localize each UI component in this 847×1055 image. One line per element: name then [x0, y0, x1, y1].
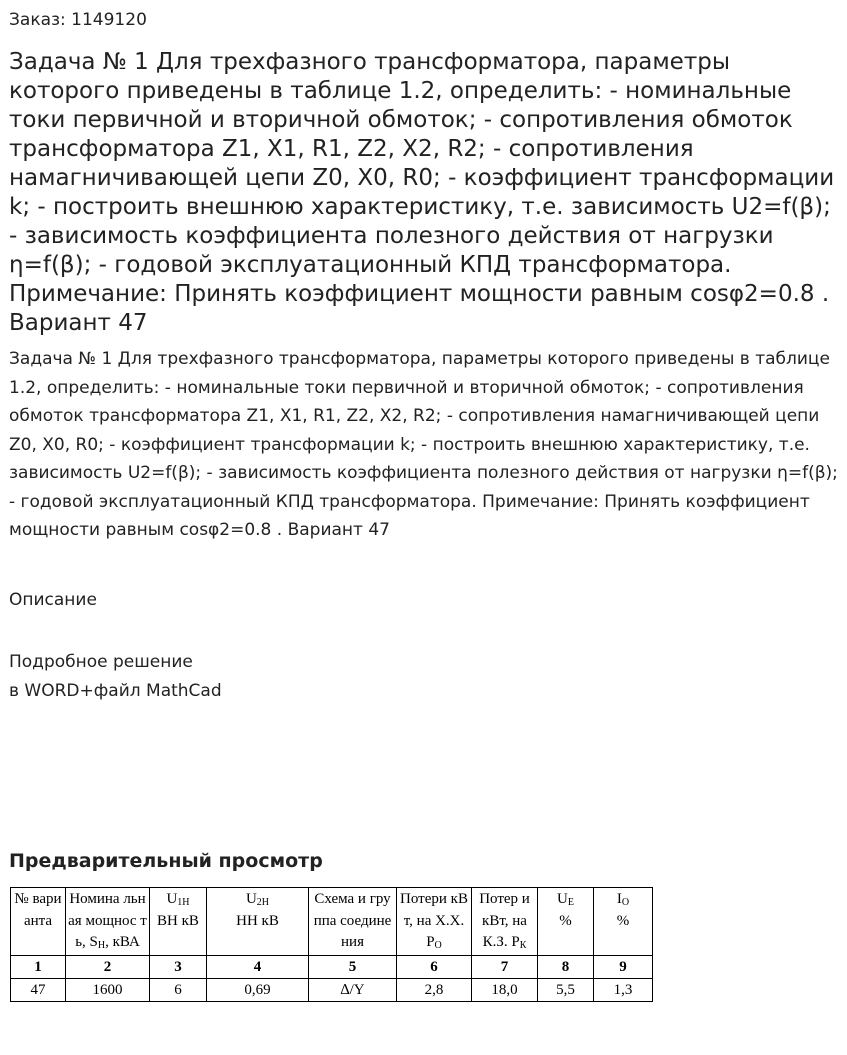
table-cell: 9	[594, 956, 653, 979]
transformer-parameters-table	[10, 887, 653, 1002]
header-io: $I_O$ %	[594, 888, 653, 956]
table-cell: 5,5	[538, 979, 594, 1002]
table-cell: 8	[538, 956, 594, 979]
preview-heading: Предварительный просмотр	[9, 850, 323, 872]
header-u2: $U_{2Н}$ НН кВ	[207, 888, 309, 956]
header-power: Номина льная мощнос ть, $S_Н$, кВА	[66, 888, 150, 956]
header-scheme: Схема и группа соедине ния	[309, 888, 397, 956]
table-cell: 0,69	[207, 979, 309, 1002]
table-row	[11, 956, 653, 979]
order-number: Заказ: 1149120	[9, 10, 147, 30]
table-cell: 1600	[66, 979, 150, 1002]
description-label: Описание	[9, 590, 97, 610]
header-variant: № вари анта	[11, 888, 66, 956]
task-title: Задача № 1 Для трехфазного трансформатора, параметры которого приведены в таблице 1.2, определить: - номинальные токи первичной и вторичной обмоток; - сопротивления обмоток трансформатора Z1, X1, R1, Z2, X2, R2; - сопротивления намагничивающей цепи Z0, X0, R0; - коэффициент трансформации k; - построить внешнюю характеристику, т.е. зависимость U2=f(β); - зависимость коэффициента полезного действия от нагрузки η=f(β); - годовой эксплуатационный КПД трансформатора. Примечание: Принять коэффициент мощности равным cosφ2=0.8 . Вариант 47	[9, 49, 835, 336]
table-cell: ∆/Y	[309, 979, 397, 1002]
table-cell: 6	[397, 956, 472, 979]
header-uk: $U_Е$ %	[538, 888, 594, 956]
table-cell: 1,3	[594, 979, 653, 1002]
table-cell: 7	[472, 956, 538, 979]
table-cell: 4	[207, 956, 309, 979]
task-description: Задача № 1 Для трехфазного трансформатора, параметры которого приведены в таблице 1.2, определить: - номинальные токи первичной и вторичной обмоток; - сопротивления обмоток трансформатора Z1, X1, R1, Z2, X2, R2; - сопротивления намагничивающей цепи Z0, X0, R0; - коэффициент трансформации k; - построить внешнюю характеристику, т.е. зависимость U2=f(β); - зависимость коэффициента полезного действия от нагрузки η=f(β); - годовой эксплуатационный КПД трансформатора. Примечание: Принять коэффициент мощности равным cosφ2=0.8 . Вариант 47	[9, 349, 838, 540]
table-cell: 18,0	[472, 979, 538, 1002]
table-cell: 47	[11, 979, 66, 1002]
table-cell: 3	[150, 956, 207, 979]
table-cell: 5	[309, 956, 397, 979]
header-p0: Потери кВт, на Х.Х. $P_O$	[397, 888, 472, 956]
table-cell: 2	[66, 956, 150, 979]
table-cell: 2,8	[397, 979, 472, 1002]
description-line-1: Подробное решение	[9, 652, 193, 672]
header-pk: Потер и кВт, на К.З. $P_К$	[472, 888, 538, 956]
table-header-row	[11, 888, 653, 956]
header-u1: $U_{1Н}$ ВН кВ	[150, 888, 207, 956]
table-cell: 6	[150, 979, 207, 1002]
table-cell: 1	[11, 956, 66, 979]
description-line-2: в WORD+файл MathCad	[9, 681, 222, 701]
table-row	[11, 979, 653, 1002]
